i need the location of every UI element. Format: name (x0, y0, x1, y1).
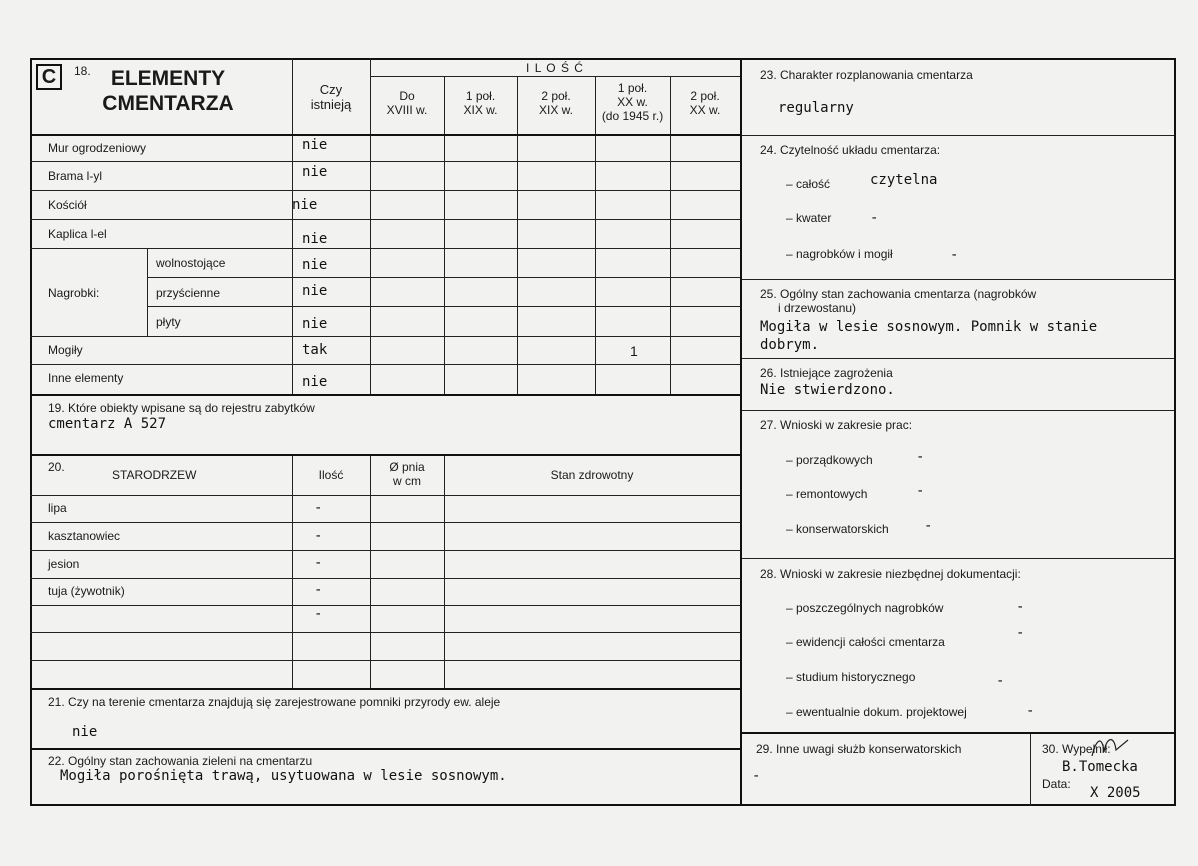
works-value: - (916, 449, 925, 465)
filled-by-name: B.Tomecka (1062, 759, 1138, 775)
row-label: Kaplica l-el (48, 227, 107, 241)
row-label: Kościół (48, 198, 87, 212)
documentation-value: - (1016, 625, 1025, 641)
graves-count: 1 (630, 343, 638, 359)
documentation-value: - (1016, 599, 1025, 615)
row-label: Brama l-yl (48, 169, 103, 183)
documentation-item: – ewidencji całości cmentarza (786, 635, 945, 649)
row-label: wolnostojące (156, 256, 226, 270)
frame-left (30, 58, 32, 806)
row-label: Mur ogrodzeniowy (48, 141, 147, 155)
tree-name: tuja (żywotnik) (48, 584, 125, 598)
documentation-item: – studium historycznego (786, 670, 916, 684)
registry-label: 19. Które obiekty wpisane są do rejestru zabytków (48, 401, 315, 415)
condition-value: Mogiła w lesie sosnowym. Pomnik w stanie (760, 319, 1098, 335)
row-label: Mogiły (48, 343, 83, 357)
documentation-item: – ewentualnie dokum. projektowej (786, 705, 967, 719)
row-value: nie (302, 231, 328, 247)
period-header: 1 poł. XX w. (do 1945 r.) (601, 81, 664, 123)
frame-right (1174, 58, 1176, 806)
signature-mark (1088, 730, 1134, 762)
frame-bottom (30, 804, 1176, 806)
registry-value: cmentarz A 527 (48, 416, 167, 432)
old-trees-header: STARODRZEW (112, 468, 197, 482)
condition-value-2: dobrym. (760, 337, 820, 353)
quantity-header: I L O Ś Ć (526, 61, 584, 75)
date-value: X 2005 (1090, 785, 1141, 801)
works-item: – porządkowych (786, 453, 873, 467)
documentation-value: - (1026, 703, 1035, 719)
tree-qty: - (314, 555, 323, 571)
row-value: nie (302, 316, 328, 332)
legibility-label: 24. Czytelność układu cmentarza: (760, 143, 941, 157)
row-label: płyty (156, 315, 181, 329)
row-value: nie (302, 164, 328, 180)
tree-name: kasztanowiec (48, 529, 121, 543)
layout-type-label: 23. Charakter rozplanowania cmentarza (760, 68, 973, 82)
row-value: nie (302, 137, 328, 153)
works-value: - (916, 483, 925, 499)
column-divider (740, 58, 742, 806)
tree-name: lipa (48, 501, 67, 515)
documentation-value: - (996, 673, 1005, 689)
other-remarks-label: 29. Inne uwagi służb konserwatorskich (756, 742, 962, 756)
trunk-diameter-header: Ø pnia w cm (389, 460, 425, 488)
period-header: 2 poł. XX w. (689, 89, 721, 117)
documentation-label: 28. Wnioski w zakresie niezbędnej dokumentacji: (760, 567, 1021, 581)
layout-type-value: regularny (778, 100, 854, 116)
other-remarks-value: - (752, 768, 761, 784)
frame-top (30, 58, 1176, 60)
section-title: ELEMENTY CMENTARZA (102, 67, 234, 115)
condition-label-2: i drzewostanu) (778, 301, 857, 315)
legibility-value: - (870, 210, 879, 226)
legibility-value: czytelna (870, 172, 938, 188)
tree-qty: - (314, 528, 323, 544)
greenery-label: 22. Ogólny stan zachowania zieleni na cmentarzu (48, 754, 313, 768)
nature-monuments-label: 21. Czy na terenie cmentarza znajdują się zarejestrowane pomniki przyrody ew. aleje (48, 695, 501, 709)
nature-monuments-value: nie (72, 724, 98, 740)
section-letter-box: C (36, 64, 62, 90)
condition-label: 25. Ogólny stan zachowania cmentarza (nagrobków (760, 287, 1037, 301)
form-card (30, 58, 1176, 806)
row-value: nie (302, 257, 328, 273)
period-header: 1 poł. XIX w. (463, 89, 498, 117)
health-header: Stan zdrowotny (550, 468, 634, 482)
works-value: - (924, 518, 933, 534)
legibility-item: – nagrobków i mogił (786, 247, 893, 261)
row-label: Inne elementy (48, 371, 124, 385)
filled-by-label: 30. Wypełnił: (1042, 742, 1111, 756)
threats-value: Nie stwierdzono. (760, 382, 895, 398)
section-20-number: 20. (48, 460, 65, 474)
exists-header: Czy istnieją (310, 82, 352, 112)
row-label: przyścienne (156, 286, 221, 300)
row-value: tak (302, 342, 328, 358)
tree-qty-header: Ilość (318, 468, 344, 482)
works-item: – remontowych (786, 487, 868, 501)
tombstones-label: Nagrobki: (48, 286, 100, 300)
tree-qty: - (314, 582, 323, 598)
section-number: 18. (74, 64, 91, 78)
legibility-item: – kwater (786, 211, 832, 225)
row-value: nie (292, 197, 318, 213)
works-label: 27. Wnioski w zakresie prac: (760, 418, 913, 432)
tree-qty: - (314, 606, 323, 622)
legibility-item: – całość (786, 177, 831, 191)
threats-label: 26. Istniejące zagrożenia (760, 366, 893, 380)
period-header: Do XVIII w. (386, 89, 428, 117)
row-value: nie (302, 374, 328, 390)
greenery-value: Mogiła porośnięta trawą, usytuowana w lesie sosnowym. (60, 768, 507, 784)
date-label: Data: (1042, 777, 1071, 791)
period-header: 2 poł. XIX w. (538, 89, 573, 117)
legibility-value: - (950, 247, 959, 263)
tree-name: jesion (48, 557, 80, 571)
works-item: – konserwatorskich (786, 522, 889, 536)
tree-qty: - (314, 500, 323, 516)
documentation-item: – poszczególnych nagrobków (786, 601, 944, 615)
row-value: nie (302, 283, 328, 299)
